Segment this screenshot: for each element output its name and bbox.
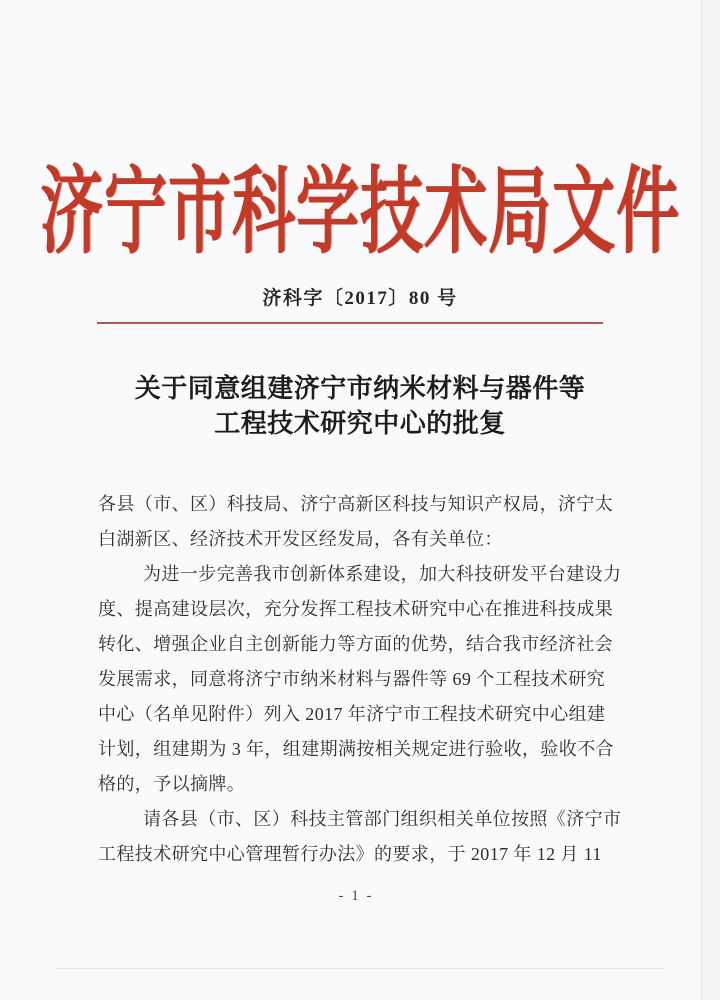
- body-line: 计划，组建期为 3 年，组建期满按相关规定进行验收，验收不合: [98, 739, 614, 759]
- body-line: 发展需求，同意将济宁市纳米材料与器件等 69 个工程技术研究: [98, 669, 605, 689]
- red-divider-line: [97, 322, 603, 324]
- letterhead-agency-title: 济宁市科学技术局文件: [40, 160, 680, 265]
- body-line: 转化、增强企业自主创新能力等方面的优势，结合我市经济社会: [98, 634, 614, 654]
- scan-edge-bottom-line: [55, 968, 665, 969]
- document-title-line1: 关于同意组建济宁市纳米材料与器件等: [134, 373, 586, 403]
- body-line: 中心（名单见附件）列入 2017 年济宁市工程技术研究中心组建: [98, 704, 606, 724]
- body-line: 度、提高建设层次，充分发挥工程技术研究中心在推进科技成果: [98, 599, 614, 619]
- document-body: [98, 487, 630, 872]
- body-line: 为进一步完善我市创新体系建设，加大科技研发平台建设力: [143, 564, 622, 584]
- body-line: 工程技术研究中心管理暂行办法》的要求，于 2017 年 12 月 11: [98, 844, 602, 864]
- body-line: 格的，予以摘牌。: [98, 774, 246, 794]
- document-title: [0, 371, 720, 441]
- document-title-line2: 工程技术研究中心的批复: [214, 408, 506, 438]
- body-line: 各县（市、区）科技局、济宁高新区科技与知识产权局，济宁太: [98, 494, 614, 514]
- document-number: 济科字〔2017〕80 号: [262, 288, 458, 309]
- body-line: 请各县（市、区）科技主管部门组织相关单位按照《济宁市: [143, 809, 622, 829]
- body-line: 白湖新区、经济技术开发区经发局，各有关单位：: [98, 529, 503, 549]
- page-number: - 1 -: [338, 888, 374, 904]
